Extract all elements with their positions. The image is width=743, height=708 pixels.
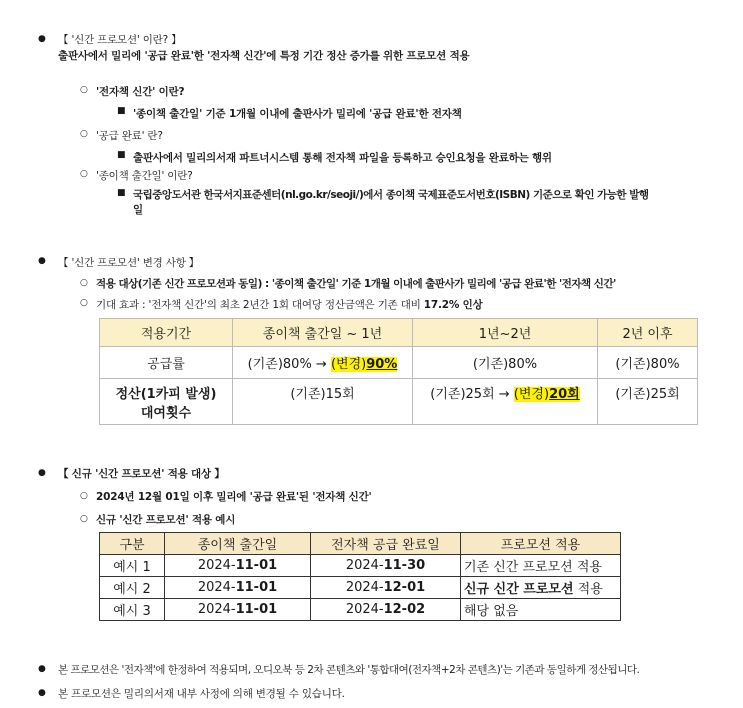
- example-label: 신규 '신간 프로모션' 적용 예시: [96, 514, 236, 526]
- settlement-year2: [413, 379, 598, 425]
- square-bullet-icon: [117, 150, 126, 160]
- row-supply-rate-label: 공급률: [100, 347, 233, 379]
- circle-bullet-icon: [80, 85, 88, 95]
- section1-description: 출판사에서 밀리에 '공급 완료'한 '전자책 신간'에 특정 기간 정산 증가를 위한 프로모션 적용: [58, 50, 470, 62]
- settlement-label-line1: 정산(1카피 발생): [115, 386, 217, 402]
- circle-bullet-icon: [80, 129, 88, 139]
- promotion-change-table: [99, 318, 698, 425]
- changed-value: [514, 387, 580, 402]
- supply-rate-year2: (기존)80%: [413, 347, 598, 379]
- date-year: 2024-: [345, 602, 384, 617]
- date-md: 11-01: [235, 602, 278, 617]
- date-year: 2024-: [197, 558, 236, 573]
- row-settlement-label: [100, 379, 233, 425]
- header-period: 적용기간: [100, 319, 233, 347]
- bullet-icon: [38, 664, 46, 674]
- ebook-new-label: '전자책 신간' 이란?: [96, 86, 185, 98]
- circle-bullet-icon: [80, 298, 88, 308]
- settlement-after2: (기존)25회: [598, 379, 698, 425]
- new-rate: 90%: [366, 357, 398, 372]
- changed-value: [331, 357, 397, 372]
- supply-complete-detail: 출판사에서 밀리의서재 파트너시스템 통해 전자책 파일을 등록하고 승인요청을 완료하는 행위: [133, 152, 552, 164]
- bullet-icon: [38, 34, 46, 44]
- effect-value: 17.2% 인상: [423, 299, 483, 311]
- section1-heading: 【 '신간 프로모션' 이란? 】: [58, 34, 182, 46]
- ebook-new-detail: '종이책 출간일' 기준 1개월 이내에 출판사가 밀리에 '공급 완료'한 전자책: [133, 108, 462, 120]
- example-table: [99, 532, 621, 621]
- bullet-icon: [38, 468, 46, 478]
- new-target-item: 2024년 12월 01일 이후 밀리에 '공급 완료'된 '전자책 신간': [96, 491, 372, 503]
- bullet-icon: [38, 688, 46, 698]
- supply-date: [311, 577, 461, 599]
- circle-bullet-icon: [80, 491, 88, 501]
- table-row: [100, 577, 621, 599]
- header-promotion: 프로모션 적용: [461, 533, 621, 555]
- effect-prefix: 기대 효과 : '전자책 신간'의 최초 2년간 1회 대여당 정산금액은 기존 대비: [96, 299, 424, 311]
- section2-heading: 【 '신간 프로모션' 변경 사항 】: [58, 257, 200, 269]
- date-year: 2024-: [345, 580, 384, 595]
- circle-bullet-icon: [80, 514, 88, 524]
- settlement-label-line2: 대여횟수: [140, 405, 192, 421]
- date-md: 11-30: [383, 558, 426, 573]
- supply-rate-after2: (기존)80%: [598, 347, 698, 379]
- date-year: 2024-: [197, 602, 236, 617]
- supply-date: [311, 555, 461, 577]
- date-md: 11-01: [235, 580, 278, 595]
- changed-label: (변경): [513, 387, 550, 402]
- date-md: 12-02: [383, 602, 426, 617]
- example-name: 예시 2: [100, 577, 165, 599]
- promotion-text: 적용: [573, 582, 603, 597]
- example-name: 예시 3: [100, 599, 165, 621]
- table-row: [100, 555, 621, 577]
- header-supply-date: 전자책 공급 완료일: [311, 533, 461, 555]
- header-after2: 2년 이후: [598, 319, 698, 347]
- note-2: 본 프로모션은 밀리의서재 내부 사정에 의해 변경될 수 있습니다.: [58, 688, 345, 700]
- old-value: (기존)25회 →: [430, 387, 514, 402]
- circle-bullet-icon: [80, 169, 88, 179]
- paper-date: [165, 555, 311, 577]
- promotion-applied: [461, 599, 621, 621]
- square-bullet-icon: [117, 106, 126, 116]
- date-year: 2024-: [197, 580, 236, 595]
- supply-rate-year1: [233, 347, 413, 379]
- promotion-text: 해당 없음: [464, 604, 519, 619]
- promotion-text: 기존 신간 프로모션 적용: [464, 560, 602, 575]
- paper-pub-date-detail-cont: 일: [133, 204, 143, 216]
- note-1: 본 프로모션은 '전자책'에 한정하여 적용되며, 오디오북 등 2차 콘텐츠와 '통합대여(전자책+2차 콘텐츠)'는 기존과 동일하게 정산됩니다.: [58, 664, 640, 676]
- supply-date: [311, 599, 461, 621]
- promotion-applied: [461, 555, 621, 577]
- paper-pub-date-label: '종이책 출간일' 이란?: [96, 170, 193, 182]
- date-md: 12-01: [383, 580, 426, 595]
- header-year1: 종이책 출간일 ~ 1년: [233, 319, 413, 347]
- changed-label: (변경): [330, 357, 367, 372]
- settlement-year1: (기존)15회: [233, 379, 413, 425]
- header-category: 구분: [100, 533, 165, 555]
- paper-pub-date-detail: 국립중앙도서관 한국서지표준센터(nl.go.kr/seoji/)에서 종이책 국제표준도서번호(ISBN) 기준으로 확인 가능한 발행: [133, 189, 649, 201]
- date-md: 11-01: [235, 558, 278, 573]
- table-row: [100, 599, 621, 621]
- new-count: 20회: [549, 387, 580, 402]
- date-year: 2024-: [345, 558, 384, 573]
- target-text: 적용 대상(기존 신간 프로모션과 동일) : '종이책 출간일' 기준 1개월 이내에 출판사가 밀리에 '공급 완료'한 '전자책 신간': [96, 278, 616, 290]
- expected-effect: [96, 297, 483, 312]
- example-name: 예시 1: [100, 555, 165, 577]
- promotion-applied: [461, 577, 621, 599]
- paper-date: [165, 577, 311, 599]
- header-year2: 1년~2년: [413, 319, 598, 347]
- paper-date: [165, 599, 311, 621]
- square-bullet-icon: [117, 188, 126, 198]
- promotion-bold: 신규 신간 프로모션: [464, 582, 574, 597]
- supply-complete-label: '공급 완료' 란?: [96, 130, 163, 142]
- bullet-icon: [38, 256, 46, 266]
- section3-heading: 【 신규 '신간 프로모션' 적용 대상 】: [58, 468, 225, 480]
- circle-bullet-icon: [80, 278, 88, 288]
- header-paper-date: 종이책 출간일: [165, 533, 311, 555]
- old-value: (기존)80% →: [247, 357, 331, 372]
